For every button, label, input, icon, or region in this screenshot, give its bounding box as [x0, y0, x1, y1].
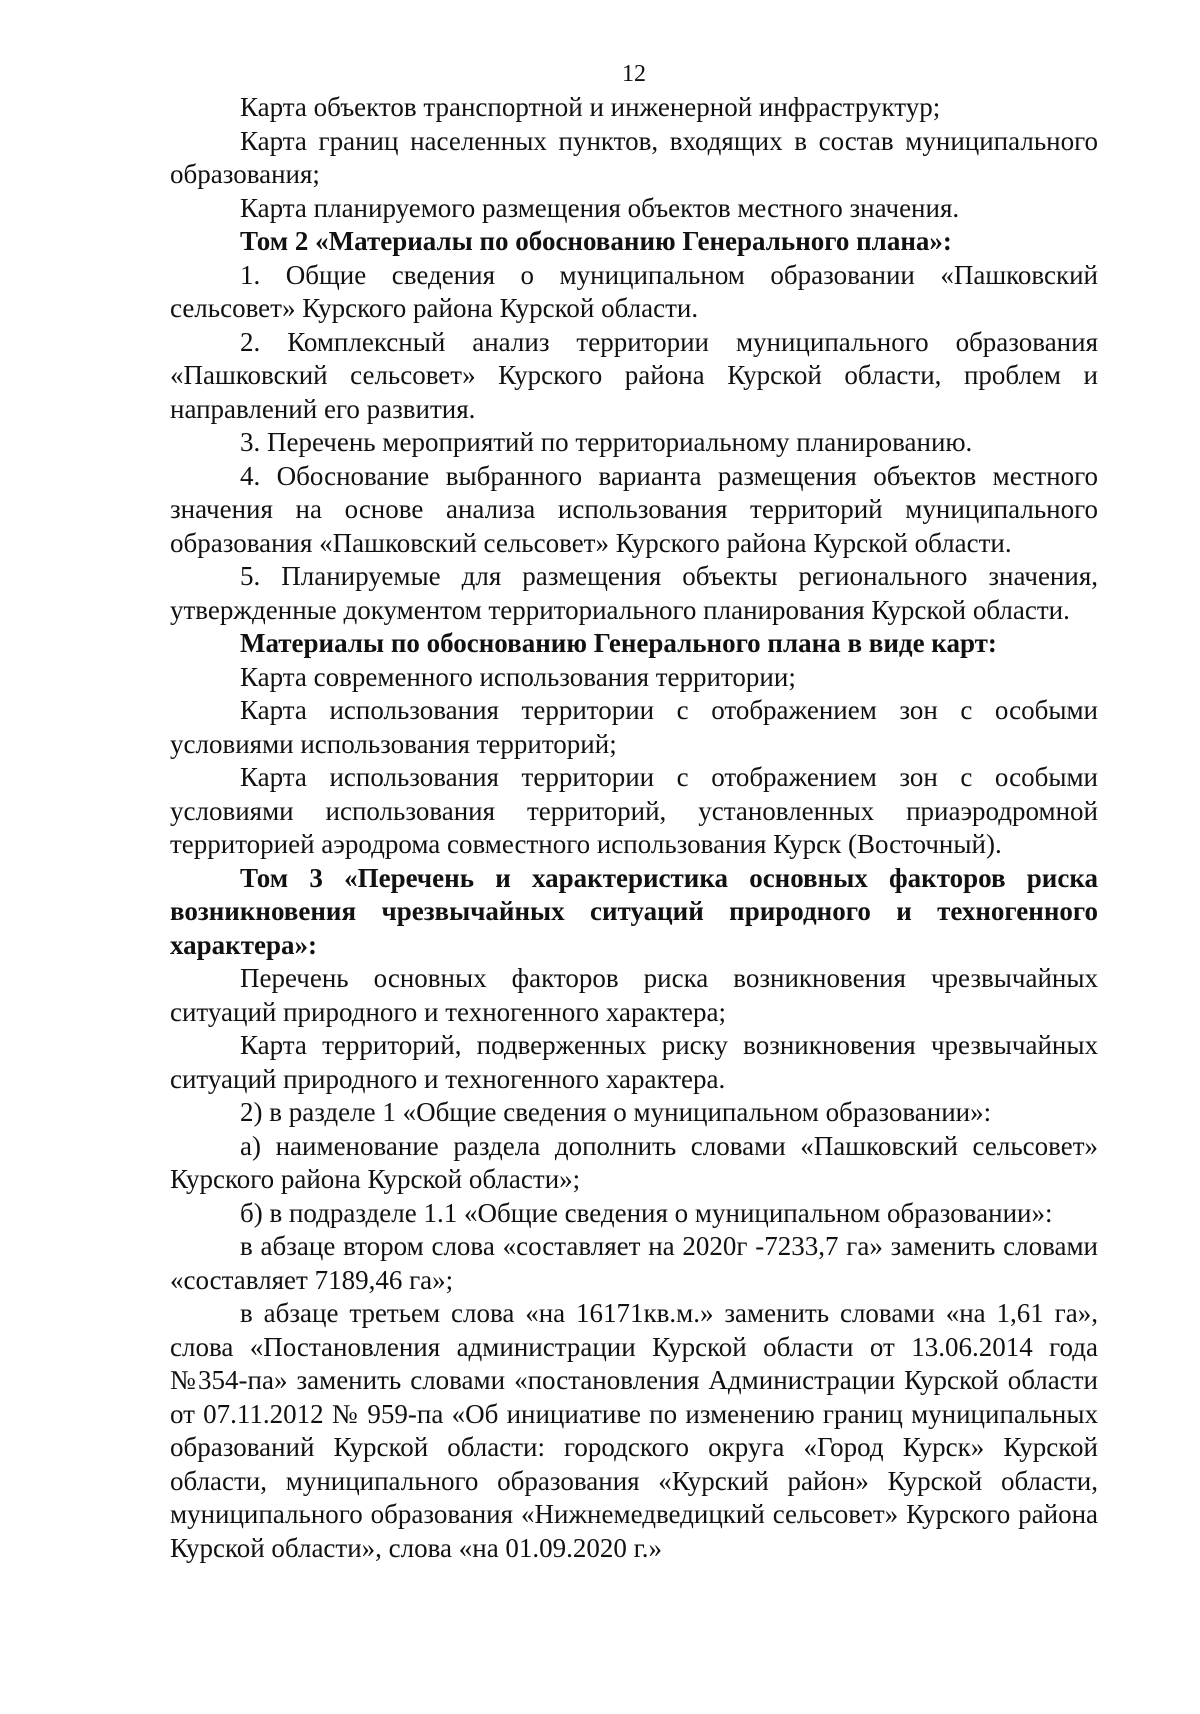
paragraph: б) в подразделе 1.1 «Общие сведения о муниципальном образовании»: — [240, 1197, 1053, 1228]
list-item: 4. Обоснование выбранного варианта размещения объектов местного значения на основе анализа использования территорий муниципального образования «Пашковский сельсовет» Курского района Курской области. — [170, 460, 1098, 558]
paragraph: Карта использования территории с отображением зон с особыми условиями использования территорий; — [170, 695, 1098, 759]
volume-heading: Том 2 «Материалы по обоснованию Генерального плана»: — [240, 226, 952, 256]
section-heading: Материалы по обоснованию Генерального плана в виде карт: — [240, 628, 997, 658]
paragraph: 2) в разделе 1 «Общие сведения о муниципальном образовании»: — [240, 1097, 992, 1127]
paragraph: а) наименование раздела дополнить словами «Пашковский сельсовет» Курского района Курской области»; — [170, 1130, 1098, 1194]
list-item: 1. Общие сведения о муниципальном образовании «Пашковский сельсовет» Курского района Курской области. — [170, 259, 1098, 323]
paragraph: Карта границ населенных пунктов, входящих в состав муниципального образования; — [170, 125, 1098, 189]
document-page — [170, 58, 1098, 1565]
paragraph: Карта планируемого размещения объектов местного значения. — [240, 192, 960, 223]
paragraph: в абзаце третьем слова «на 16171кв.м.» заменить словами «на 1,61 га», слова «Постановления администрации Курской области от 13.06.2014 года №354-па» заменить словами «постановления Администрации Курской области от 07.11.2012 № 959-па «Об инициативе по изменению границ муниципальных образований Курской области: городского округа «Город Курск» Курской области, муниципального образования «Курский район» Курской области, муниципального образования «Нижнемедведицкий сельсовет» Курского района Курской области», слова «на 01.09.2020 г.» — [170, 1298, 1098, 1563]
paragraph: Карта современного использования территории; — [240, 661, 796, 692]
paragraph: Перечень основных факторов риска возникновения чрезвычайных ситуаций природного и техногенного характера; — [170, 963, 1098, 1027]
paragraph: Карта объектов транспортной и инженерной инфраструктур; — [240, 92, 941, 122]
paragraph: Карта территорий, подверженных риску возникновения чрезвычайных ситуаций природного и техногенного характера. — [170, 1030, 1098, 1094]
list-item: 3. Перечень мероприятий по территориальному планированию. — [240, 427, 973, 457]
list-item: 2. Комплексный анализ территории муниципального образования «Пашковский сельсовет» Курского района Курской области, проблем и направлений его развития. — [170, 326, 1098, 424]
paragraph: в абзаце втором слова «составляет на 2020г -7233,7 га» заменить словами «составляет 7189,46 га»; — [170, 1231, 1098, 1295]
volume-heading: Том 3 «Перечень и характеристика основных факторов риска возникновения чрезвычайных ситуаций природного и техногенного характера»: — [170, 862, 1098, 960]
list-item: 5. Планируемые для размещения объекты регионального значения, утвержденные документом территориального планирования Курской области. — [170, 561, 1098, 625]
page-number: 12 — [622, 61, 646, 87]
paragraph: Карта использования территории с отображением зон с особыми условиями использования территорий, установленных приаэродромной территорией аэродрома совместного использования Курск (Восточный). — [170, 762, 1098, 859]
